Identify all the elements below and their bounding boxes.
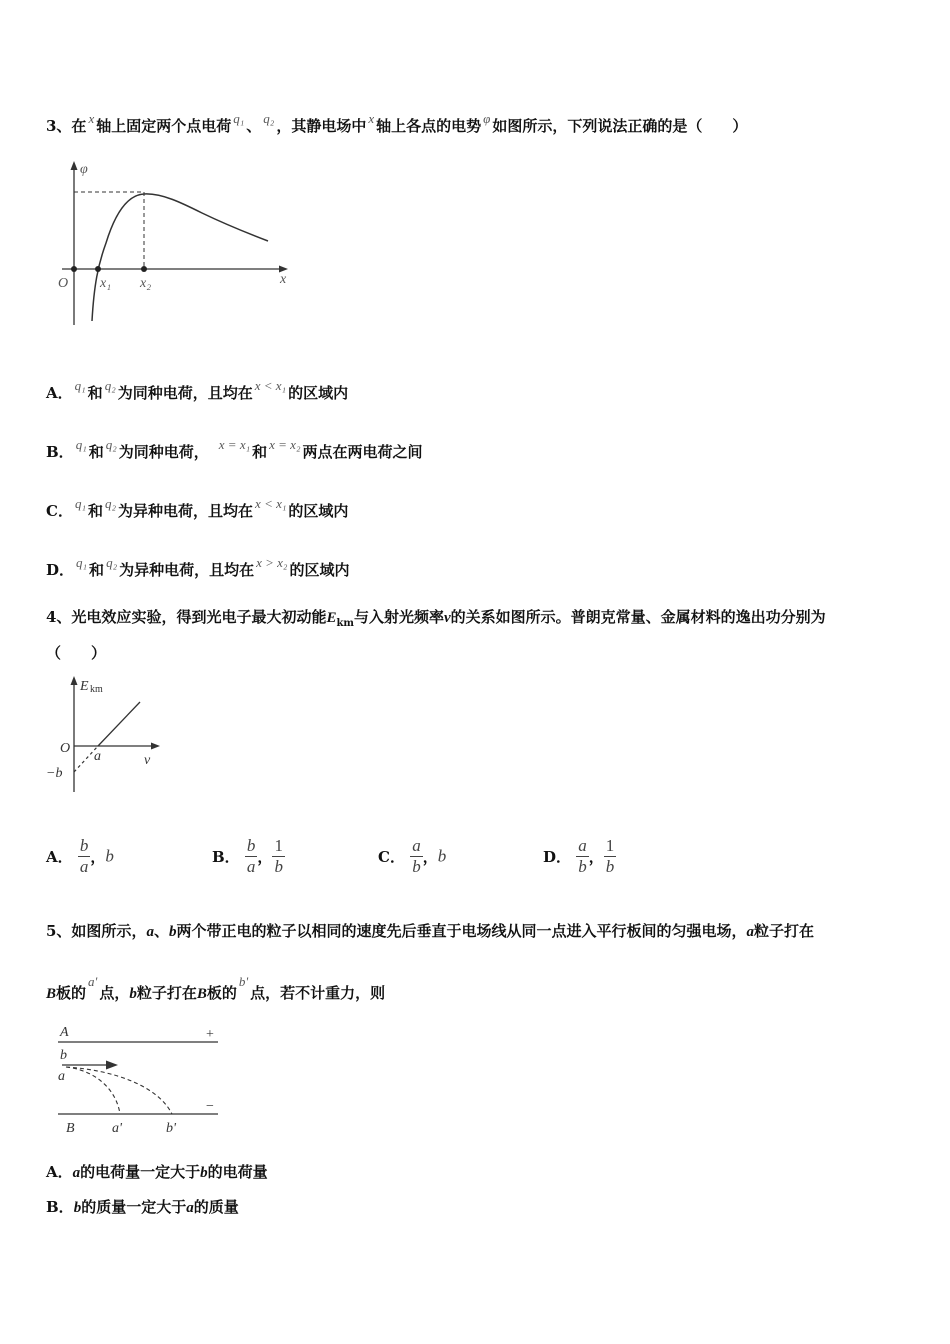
ekm-line (98, 702, 140, 746)
x2-label: x₂ (140, 276, 152, 291)
q3-potential-graph (52, 155, 302, 330)
fraction (272, 836, 285, 877)
q1-symbol: q₁ (76, 555, 88, 570)
y-label: E (80, 679, 89, 694)
nu-symbol: v (444, 610, 451, 626)
option-letter: A． (46, 1163, 73, 1181)
option-text: 两点在两电荷之间 (302, 443, 423, 461)
b-symbol: b (200, 1165, 208, 1181)
option-value: b (105, 846, 114, 866)
trajectory-b (66, 1067, 172, 1114)
x-axis-arrow (151, 743, 160, 750)
v-label: v (144, 753, 151, 768)
origin-dot (71, 266, 77, 272)
q3-text: 如图所示，下列说法正确的是（ ） (492, 117, 748, 135)
origin-label: O (60, 741, 71, 756)
denominator: b (605, 857, 615, 876)
denominator: b (274, 857, 283, 876)
q1-symbol: q₁ (75, 437, 87, 452)
q1-symbol: q₁ (74, 378, 86, 393)
option-text: 和 (87, 384, 103, 402)
q5-text: 点，若不计重力，则 (250, 984, 386, 1002)
option-text: 为同种电荷，且均在 (117, 384, 253, 402)
plate-b-symbol: B (46, 986, 57, 1002)
q5-option-a[interactable] (46, 1161, 268, 1182)
q5-text: 5、如图所示， (46, 922, 147, 940)
option-letter: C． (378, 848, 405, 866)
option-letter: B． (212, 848, 240, 866)
q5-text: 两个带正电的粒子以相同的速度先后垂直于电场线从同一点进入平行板间的匀强电场， (176, 922, 747, 940)
q3-option-c[interactable] (46, 496, 349, 521)
denominator: b (412, 857, 421, 876)
phi-label: φ (80, 162, 88, 177)
condition: x = x₁ (218, 437, 251, 452)
option-text: 为同种电荷， (118, 443, 209, 461)
option-letter: B． (46, 443, 74, 461)
q3-text: 轴上各点的电势 (376, 117, 482, 135)
numerator: a (412, 836, 421, 855)
option-text: 的区域内 (288, 502, 349, 520)
b-symbol: b (168, 924, 177, 940)
comma: ， (588, 848, 604, 866)
x-axis-label: x (280, 272, 287, 287)
numerator: b (79, 836, 89, 855)
q3-prefix: 3、在 (46, 117, 87, 135)
denominator: a (79, 857, 89, 876)
b-symbol: b (73, 1200, 82, 1216)
minus-sign: − (206, 1099, 214, 1114)
option-text: 的质量 (193, 1198, 239, 1216)
a-symbol: a (146, 924, 154, 940)
q4-option-c[interactable] (378, 836, 446, 877)
b-symbol: b (129, 986, 137, 1002)
q2-symbol: q₂ (105, 496, 117, 511)
plate-a-label: A (60, 1025, 69, 1040)
q4-ekm-graph (44, 672, 174, 800)
x1-dot (95, 266, 101, 272)
q4-text: 的关系如图所示。普朗克常量、金属材料的逸出功分别为 (450, 608, 826, 626)
answer-paren: （ ） (46, 644, 107, 662)
q4-option-a[interactable] (46, 836, 114, 877)
option-letter: C． (46, 502, 73, 520)
b-prime-label: b' (166, 1121, 176, 1136)
separator: 、 (153, 922, 169, 940)
fraction (78, 836, 91, 877)
condition: x < x₁ (255, 496, 287, 511)
option-letter: A． (46, 384, 73, 402)
q3-option-d[interactable] (46, 555, 350, 580)
q2-symbol: q₂ (263, 111, 275, 126)
y-axis-arrow (71, 161, 78, 170)
comma: ， (257, 848, 273, 866)
y-axis-arrow (71, 676, 78, 685)
q5-plates-diagram (54, 1018, 229, 1138)
q1-symbol: q₁ (74, 496, 86, 511)
fraction (576, 836, 589, 877)
condition: x > x₂ (256, 555, 288, 570)
potential-curve (92, 194, 268, 321)
q5-stem-line1 (46, 920, 814, 941)
option-text: 和 (88, 443, 104, 461)
condition: x = x₂ (269, 437, 301, 452)
q4-text: 与入射光频率 (353, 608, 444, 626)
option-text: 的区域内 (289, 561, 350, 579)
option-letter: D． (46, 561, 75, 579)
option-text: 的电荷量 (207, 1163, 268, 1181)
neg-b-label: −b (46, 766, 63, 781)
option-text: 的质量一定大于 (81, 1198, 187, 1216)
plate-b-symbol: B (196, 986, 207, 1002)
a-prime-label: a' (112, 1121, 122, 1136)
q5-text: 粒子打在 (753, 922, 814, 940)
q5-stem-line2 (46, 974, 386, 1003)
ekm-subscript: km (336, 618, 354, 629)
option-text: 为异种电荷，且均在 (119, 561, 255, 579)
q5-text: 点， (99, 984, 130, 1002)
numerator: b (246, 836, 256, 855)
q5-text: 板的 (56, 984, 87, 1002)
option-text: 和 (89, 561, 105, 579)
x-symbol: x (88, 111, 95, 126)
q5-text: 板的 (206, 984, 237, 1002)
a-label: a (58, 1069, 65, 1084)
denominator: a (246, 857, 256, 876)
a-symbol: a (186, 1200, 194, 1216)
a-prime-symbol: a' (88, 974, 98, 989)
x2-dot (141, 266, 147, 272)
comma: ， (90, 848, 106, 866)
q3-option-a[interactable] (46, 378, 349, 403)
q4-option-b[interactable] (212, 836, 285, 877)
q3-option-b[interactable] (46, 437, 423, 462)
q3-text: ，其静电场中 (276, 117, 367, 135)
y-label-subscript: km (90, 684, 103, 695)
q4-text: 4、光电效应实验，得到光电子最大初动能 (46, 608, 327, 626)
fraction (604, 836, 617, 877)
option-text: 为异种电荷，且均在 (118, 502, 254, 520)
option-letter: D． (543, 848, 572, 866)
q5-text: 粒子打在 (136, 984, 197, 1002)
a-label: a (94, 749, 101, 764)
q4-option-d[interactable] (543, 836, 616, 877)
b-label: b (60, 1048, 67, 1063)
x-symbol: x (368, 111, 375, 126)
b-prime-symbol: b' (238, 974, 249, 989)
comma: ， (422, 848, 438, 866)
x1-label: x₁ (100, 276, 112, 291)
denominator: b (578, 857, 587, 876)
origin-label: O (58, 276, 69, 291)
option-letter: A． (46, 848, 73, 866)
arrow-head (106, 1061, 118, 1070)
option-text: 的区域内 (288, 384, 349, 402)
q1-symbol: q₁ (233, 111, 245, 126)
q4-paren (46, 642, 106, 663)
plate-b-label: B (66, 1121, 75, 1136)
option-text: 和 (252, 443, 268, 461)
condition: x < x₁ (254, 378, 287, 393)
numerator: 1 (605, 836, 615, 855)
q4-stem (46, 606, 826, 629)
a-symbol: a (746, 924, 754, 940)
trajectory-a (66, 1067, 120, 1114)
option-letter: B． (46, 1198, 74, 1216)
q2-symbol: q₂ (106, 555, 118, 570)
fraction (245, 836, 258, 877)
option-text: 和 (87, 502, 103, 520)
option-text: 的电荷量一定大于 (80, 1163, 201, 1181)
numerator: a (578, 836, 587, 855)
q5-option-b[interactable] (46, 1196, 239, 1217)
plus-sign: + (206, 1027, 214, 1042)
q3-stem (46, 111, 748, 136)
q3-text: 轴上固定两个点电荷 (96, 117, 232, 135)
q2-symbol: q₂ (105, 437, 117, 452)
phi-symbol: φ (483, 111, 491, 126)
a-symbol: a (72, 1165, 81, 1181)
ekm-symbol: E (326, 610, 337, 626)
option-value: b (437, 846, 447, 866)
separator: 、 (246, 117, 262, 135)
q2-symbol: q₂ (104, 378, 116, 393)
numerator: 1 (274, 836, 283, 855)
fraction (410, 836, 423, 877)
